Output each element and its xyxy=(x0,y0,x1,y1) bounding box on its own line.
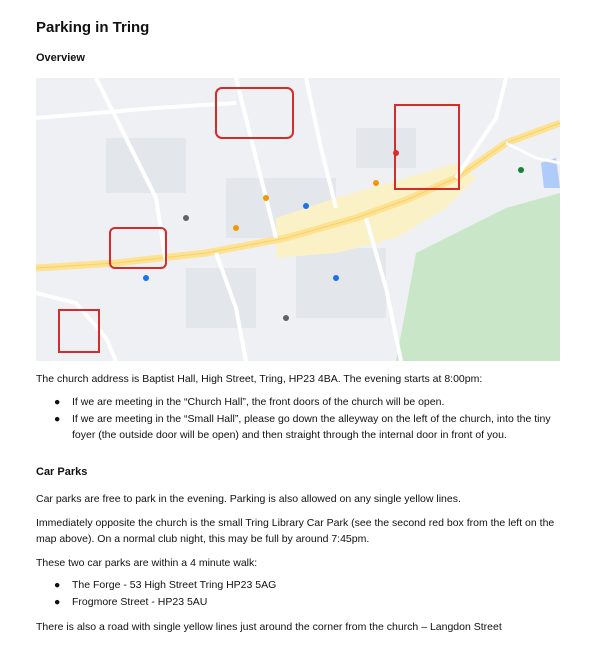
bullet-dot: ● xyxy=(54,413,61,425)
map-marker xyxy=(518,167,524,173)
bullet-text: If we are meeting in the “Church Hall”, the front doors of the church will be open. xyxy=(72,396,445,408)
map-image xyxy=(36,78,560,361)
overview-heading: Overview xyxy=(36,52,85,64)
map-block xyxy=(296,248,386,318)
free-parking-paragraph: Car parks are free to park in the evening. Parking is also allowed on any single yellow lines. xyxy=(36,493,461,505)
map-block xyxy=(106,138,186,193)
map-block xyxy=(186,268,256,328)
car-park-bullet-list xyxy=(36,577,566,611)
bullet-dot: ● xyxy=(54,396,61,408)
list-item xyxy=(36,577,566,593)
map-block xyxy=(356,128,416,168)
list-item xyxy=(36,394,566,410)
map-marker xyxy=(143,275,149,281)
car-parks-heading: Car Parks xyxy=(36,466,88,478)
map-marker xyxy=(303,203,309,209)
bullet-dot: ● xyxy=(54,579,61,591)
opposite-car-park-paragraph: Immediately opposite the church is the small Tring Library Car Park (see the second red box from the left on the map above). On a normal club night, this may be full by around 7:45pm. xyxy=(36,517,555,545)
bullet-text: The Forge - 53 High Street Tring HP23 5AG xyxy=(72,579,277,591)
bullet-text: Frogmore Street - HP23 5AU xyxy=(72,596,208,608)
bullet-dot: ● xyxy=(54,596,61,608)
map-graphic xyxy=(36,78,560,361)
walk-paragraph: These two car parks are within a 4 minute walk: xyxy=(36,557,258,569)
map-marker xyxy=(183,215,189,221)
yellow-lines-paragraph: There is also a road with single yellow lines just around the corner from the church – Langdon Street xyxy=(36,621,502,633)
map-marker xyxy=(373,180,379,186)
bullet-text: If we are meeting in the “Small Hall”, please go down the alleyway on the left of the church, into the tiny foyer (the outside door will be open) and then straight through the internal door in front of you. xyxy=(72,413,551,441)
page-title: Parking in Tring xyxy=(36,19,150,36)
list-item xyxy=(36,411,566,443)
map-marker xyxy=(333,275,339,281)
address-paragraph: The church address is Baptist Hall, High Street, Tring, HP23 4BA. The evening starts at 8:00pm: xyxy=(36,373,483,385)
map-marker xyxy=(283,315,289,321)
map-marker xyxy=(233,225,239,231)
list-item xyxy=(36,594,566,610)
meeting-bullet-list xyxy=(36,394,566,444)
map-marker xyxy=(263,195,269,201)
